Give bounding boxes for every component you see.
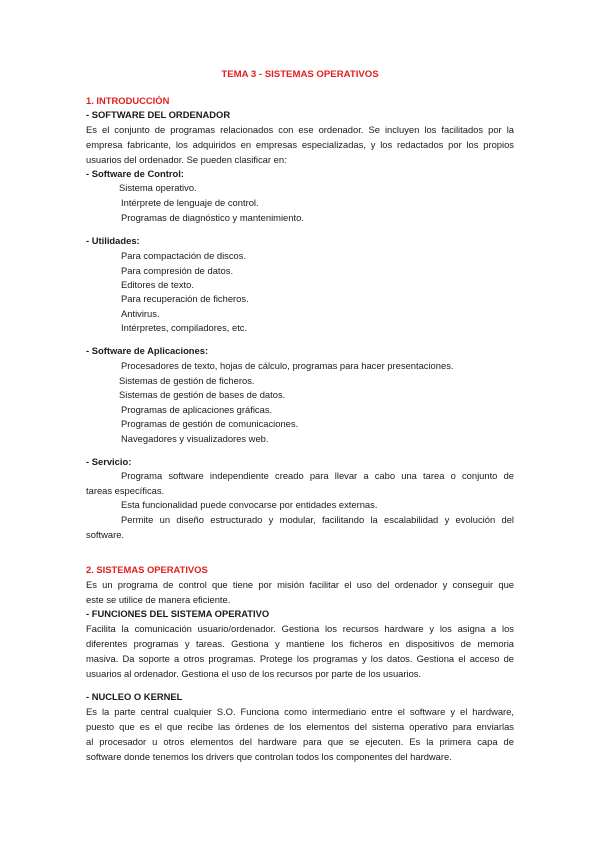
list-item: Procesadores de texto, hojas de cálculo, programas para hacer presentaciones.	[121, 360, 454, 371]
intro-line: usuarios del ordenador. Se pueden clasificar en:	[86, 154, 287, 165]
list-item: Programas de gestión de comunicaciones.	[121, 418, 299, 429]
servicio-line: tareas específicas.	[86, 485, 165, 496]
list-item: Sistemas de gestión de ficheros.	[119, 375, 255, 386]
section-2-heading: 2. SISTEMAS OPERATIVOS	[86, 564, 208, 575]
list-item: Programas de diagnóstico y mantenimiento.	[121, 212, 304, 223]
list-item: Sistema operativo.	[119, 182, 197, 193]
servicio-line: software.	[86, 529, 125, 540]
intro-line: empresa fabricante, los adquiridos en empresas especializadas, y los redactados por los propios	[86, 139, 514, 150]
list-item: Intérprete de lenguaje de control.	[121, 197, 259, 208]
nucleo-heading: - NUCLEO O KERNEL	[86, 691, 183, 702]
servicio-label: - Servicio:	[86, 456, 132, 467]
nucleo-line: software donde tenemos los drivers que controlan todos los componentes del hardware.	[86, 751, 452, 762]
funciones-heading: - FUNCIONES DEL SISTEMA OPERATIVO	[86, 608, 270, 619]
funciones-line: usuarios al ordenador. Gestiona el uso de los recursos por parte de los usuarios.	[86, 668, 422, 679]
intro-line: Es el conjunto de programas relacionados con ese ordenador. Se incluyen los facilitados por la	[86, 124, 514, 135]
funciones-line: masiva. Da soporte a otros programas. Protege los programas y los datos. Gestiona el acceso de	[86, 653, 514, 664]
servicio-line: Esta funcionalidad puede convocarse por entidades externas.	[121, 499, 378, 510]
so-intro-line: este se utilice de manera eficiente.	[86, 594, 231, 605]
software-control-label: - Software de Control:	[86, 168, 184, 179]
funciones-line: Facilita la comunicación usuario/ordenador. Gestiona los recursos hardware y los asigna a los	[86, 623, 514, 634]
document-title: TEMA 3 - SISTEMAS OPERATIVOS	[221, 69, 379, 80]
list-item: Programas de aplicaciones gráficas.	[121, 404, 273, 415]
list-item: Para recuperación de ficheros.	[121, 293, 249, 304]
nucleo-line: al procesador u otros elementos del hardware para que se ejecuten. Es la primera capa de	[86, 736, 514, 747]
servicio-line: Programa software independiente creado para llevar a cabo una tarea o conjunto de	[121, 470, 514, 481]
utilidades-label: - Utilidades:	[86, 235, 140, 246]
servicio-line: Permite un diseño estructurado y modular, facilitando la escalabilidad y evolución del	[121, 514, 514, 525]
software-ordenador-heading: - SOFTWARE DEL ORDENADOR	[86, 109, 231, 120]
list-item: Editores de texto.	[121, 279, 194, 290]
nucleo-line: Es la parte central cualquier S.O. Funciona como intermediario entre el software y el hardware,	[86, 706, 514, 717]
list-item: Sistemas de gestión de bases de datos.	[119, 389, 286, 400]
software-aplicaciones-label: - Software de Aplicaciones:	[86, 345, 209, 356]
section-1-heading: 1. INTRODUCCIÓN	[86, 95, 170, 106]
list-item: Antivirus.	[121, 308, 160, 319]
list-item: Para compresión de datos.	[121, 265, 234, 276]
funciones-line: diferentes programas y tareas. Gestiona y mantiene los ficheros en dispositivos de memoria	[86, 638, 514, 649]
list-item: Para compactación de discos.	[121, 250, 247, 261]
list-item: Navegadores y visualizadores web.	[121, 433, 269, 444]
so-intro-line: Es un programa de control que tiene por misión facilitar el uso del ordenador y conseguir que	[86, 579, 514, 590]
nucleo-line: puesto que es el que recibe las órdenes de los elementos del sistema operativo para enviarlas	[86, 721, 514, 732]
list-item: Intérpretes, compiladores, etc.	[121, 322, 248, 333]
